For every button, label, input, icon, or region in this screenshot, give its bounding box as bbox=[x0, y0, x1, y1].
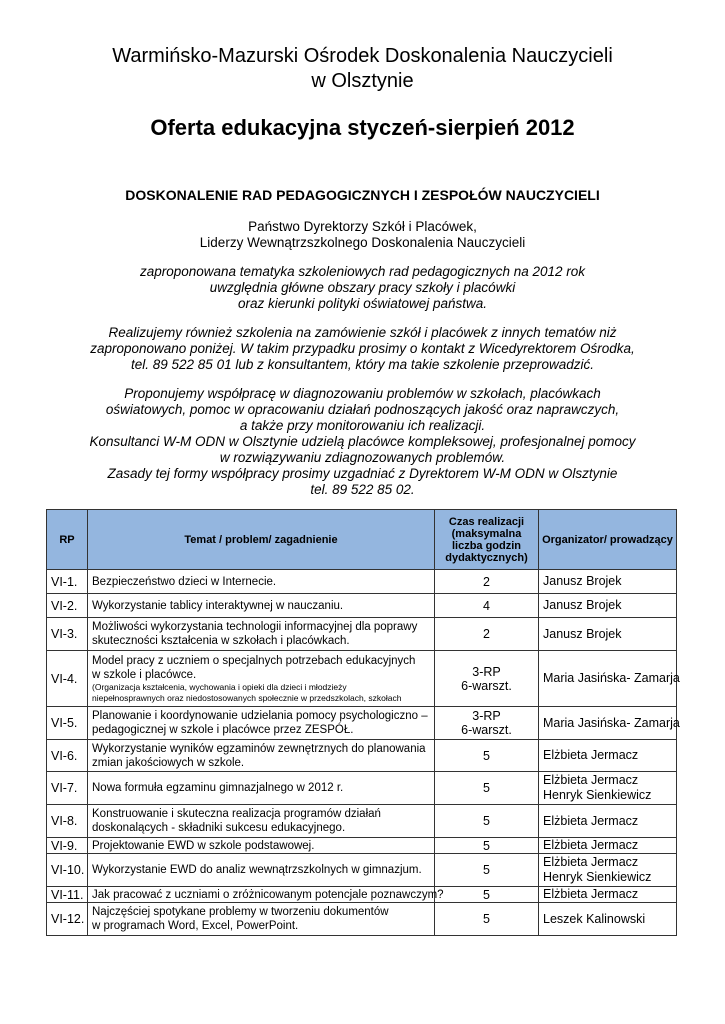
row-time bbox=[435, 707, 539, 740]
header-time: Czas realizacji (maksymalna liczba godzin dydaktycznych) bbox=[435, 510, 539, 570]
row-rp bbox=[47, 707, 88, 740]
row-rp-line: VI-9. bbox=[51, 838, 78, 853]
row-rp bbox=[47, 805, 88, 838]
row-topic-line: zmian jakościowych w szkole. bbox=[92, 756, 245, 769]
row-rp-line: VI-2. bbox=[51, 598, 78, 613]
row-rp bbox=[47, 903, 88, 936]
row-topic bbox=[88, 707, 435, 740]
row-rp bbox=[47, 838, 88, 854]
row-time bbox=[435, 903, 539, 936]
row-time-line: 6-warszt. bbox=[461, 678, 512, 693]
row-time-line: 5 bbox=[483, 748, 490, 763]
paragraph-line: w rozwiązywaniu zdiagnozowanych problemów. bbox=[219, 450, 506, 465]
address-line-1: Państwo Dyrektorzy Szkół i Placówek, bbox=[248, 219, 477, 234]
row-topic-line: Wykorzystanie EWD do analiz wewnątrzszkolnych w gimnazjum. bbox=[92, 864, 422, 876]
row-organizer-line: Elżbieta Jermacz bbox=[543, 773, 639, 787]
row-time-line: 5 bbox=[483, 781, 490, 795]
paragraph-topics bbox=[60, 264, 665, 312]
paragraph-line: Realizujemy również szkolenia na zamówienie szkół i placówek z innych tematów niż bbox=[108, 325, 617, 340]
table-row bbox=[47, 903, 677, 936]
row-time-line: 2 bbox=[483, 627, 490, 641]
row-rp bbox=[47, 618, 88, 651]
section-title: DOSKONALENIE RAD PEDAGOGICZNYCH I ZESPOŁÓW NAUCZYCIELI bbox=[125, 187, 600, 203]
row-time bbox=[435, 740, 539, 772]
paragraph-line: tel. 89 522 85 01 lub z konsultantem, który ma takie szkolenie przeprowadzić. bbox=[131, 357, 594, 372]
row-rp bbox=[47, 594, 88, 618]
row-rp-line: VI-12. bbox=[51, 912, 85, 926]
header-organizer: Organizator/ prowadzący bbox=[539, 510, 677, 570]
table-row bbox=[47, 594, 677, 618]
paragraph-line: zaproponowano poniżej. W takim przypadku prosimy o kontakt z Wicedyrektorem Ośrodka, bbox=[90, 341, 635, 356]
row-organizer-line: Leszek Kalinowski bbox=[543, 911, 646, 926]
row-time-line: 5 bbox=[483, 912, 490, 926]
row-organizer bbox=[539, 618, 677, 651]
row-time bbox=[435, 618, 539, 651]
institution-name bbox=[0, 44, 725, 94]
table-row bbox=[47, 740, 677, 772]
row-organizer-line: Janusz Brojek bbox=[543, 626, 622, 641]
row-organizer bbox=[539, 903, 677, 936]
row-rp bbox=[47, 651, 88, 707]
row-time-line: 6-warszt. bbox=[461, 723, 512, 737]
row-organizer-line: Elżbieta Jermacz bbox=[543, 838, 639, 852]
row-topic-line: pedagogicznej w szkole i placówce przez ZESPÓŁ. bbox=[92, 724, 354, 736]
paragraph-cooperation bbox=[60, 386, 665, 498]
row-rp-line: VI-6. bbox=[51, 748, 78, 763]
row-topic-note: niepełnosprawnych oraz niedostosowanych społecznie w przedszkolach, szkołach bbox=[92, 692, 402, 703]
row-time bbox=[435, 594, 539, 618]
paragraph-line: oświatowych, pomoc w opracowaniu działań podnoszących jakość oraz naprawczych, bbox=[105, 402, 620, 417]
row-rp-line: VI-11. bbox=[51, 887, 84, 902]
training-offer-table bbox=[46, 509, 680, 936]
row-rp-line: VI-1. bbox=[51, 574, 78, 589]
row-organizer bbox=[539, 594, 677, 618]
row-topic-line: Projektowanie EWD w szkole podstawowej. bbox=[92, 839, 315, 852]
row-organizer-line: Elżbieta Jermacz bbox=[543, 887, 639, 901]
table-row bbox=[47, 838, 677, 854]
row-topic-line: Planowanie i koordynowanie udzielania pomocy psychologiczno – bbox=[92, 710, 428, 722]
row-topic bbox=[88, 594, 435, 618]
paragraph-line: Proponujemy współpracę w diagnozowaniu problemów w szkołach, placówkach bbox=[124, 386, 601, 401]
row-topic-line: Możliwości wykorzystania technologii informacyjnej dla poprawy bbox=[92, 621, 418, 633]
row-organizer bbox=[539, 838, 677, 854]
row-topic bbox=[88, 903, 435, 936]
row-topic bbox=[88, 772, 435, 805]
offer-title: Oferta edukacyjna styczeń-sierpień 2012 bbox=[150, 115, 575, 140]
paragraph-line: a także przy monitorowaniu ich realizacji. bbox=[239, 418, 486, 433]
row-rp-line: VI-7. bbox=[51, 781, 78, 795]
row-rp-line: VI-5. bbox=[51, 716, 78, 730]
row-rp-line: VI-10. bbox=[51, 863, 85, 877]
row-topic-note: (Organizacja kształcenia, wychowania i opieki dla dzieci i młodzieży bbox=[92, 681, 347, 692]
table-row bbox=[47, 854, 677, 887]
row-time bbox=[435, 570, 539, 594]
row-topic-line: w szkole i placówce. bbox=[92, 668, 197, 681]
paragraph-line: zaproponowana tematyka szkoleniowych rad pedagogicznych na 2012 rok bbox=[139, 264, 586, 279]
row-organizer bbox=[539, 805, 677, 838]
row-topic bbox=[88, 618, 435, 651]
table-row bbox=[47, 887, 677, 903]
row-time-line: 3-RP bbox=[472, 709, 501, 723]
table-row bbox=[47, 570, 677, 594]
row-organizer-line: Elżbieta Jermacz bbox=[543, 855, 639, 869]
row-topic bbox=[88, 854, 435, 887]
table-row bbox=[47, 651, 677, 707]
row-organizer bbox=[539, 854, 677, 887]
row-organizer-line: Janusz Brojek bbox=[543, 574, 622, 588]
header-rp: RP bbox=[47, 510, 88, 570]
row-organizer-line: Elżbieta Jermacz bbox=[543, 813, 639, 828]
row-topic-line: w programach Word, Excel, PowerPoint. bbox=[92, 920, 299, 932]
paragraph-line: oraz kierunki polityki oświatowej państwa. bbox=[237, 296, 488, 311]
table-row bbox=[47, 618, 677, 651]
table-row bbox=[47, 707, 677, 740]
row-organizer-line: Elżbieta Jermacz bbox=[543, 748, 639, 762]
row-time-line: 5 bbox=[483, 814, 490, 828]
row-rp bbox=[47, 772, 88, 805]
row-time-line: 5 bbox=[483, 838, 490, 853]
address-line-2: Liderzy Wewnątrzszkolnego Doskonalenia Nauczycieli bbox=[199, 235, 526, 250]
row-time bbox=[435, 887, 539, 903]
row-time bbox=[435, 772, 539, 805]
institution-line-1: Warmińsko-Mazurski Ośrodek Doskonalenia Nauczycieli bbox=[112, 45, 613, 67]
row-organizer bbox=[539, 651, 680, 707]
row-time-line: 4 bbox=[483, 598, 490, 613]
row-organizer-line: Henryk Sienkiewicz bbox=[543, 870, 652, 884]
row-topic-line: Model pracy z uczniem o specjalnych potrzebach edukacyjnych bbox=[92, 654, 416, 667]
row-rp bbox=[47, 740, 88, 772]
row-rp-line: VI-4. bbox=[51, 671, 78, 686]
institution-line-2: w Olsztynie bbox=[311, 70, 414, 92]
row-rp bbox=[47, 854, 88, 887]
row-organizer bbox=[539, 570, 677, 594]
row-topic bbox=[88, 740, 435, 772]
row-organizer bbox=[539, 887, 677, 903]
table-row bbox=[47, 772, 677, 805]
row-topic-line: skuteczności kształcenia w szkołach i placówkach. bbox=[92, 635, 350, 647]
row-topic-line: Najczęściej spotykane problemy w tworzeniu dokumentów bbox=[92, 906, 389, 918]
row-organizer bbox=[539, 740, 677, 772]
paragraph-line: Zasady tej formy współpracy prosimy uzgadniać z Dyrektorem W-M ODN w Olsztynie bbox=[107, 466, 618, 481]
row-time-line: 3-RP bbox=[472, 664, 501, 679]
row-organizer bbox=[539, 707, 680, 740]
row-topic-line: Jak pracować z uczniami o zróżnicowanym potencjale poznawczym? bbox=[92, 888, 444, 901]
row-time-line: 5 bbox=[483, 863, 490, 877]
paragraph-line: Konsultanci W-M ODN w Olsztynie udzielą placówce kompleksowej, profesjonalnej pomocy bbox=[89, 434, 636, 449]
row-topic-line: Wykorzystanie wyników egzaminów zewnętrznych do planowania bbox=[92, 742, 426, 755]
row-organizer-line: Maria Jasińska- Zamarja bbox=[543, 671, 680, 685]
paragraph-line: tel. 89 522 85 02. bbox=[310, 482, 415, 497]
row-rp-line: VI-3. bbox=[51, 627, 78, 641]
row-topic bbox=[88, 887, 444, 903]
row-time-line: 5 bbox=[483, 887, 490, 902]
table-row bbox=[47, 805, 677, 838]
row-rp bbox=[47, 887, 88, 903]
paragraph-line: uwzględnia główne obszary pracy szkoły i placówki bbox=[209, 280, 516, 295]
row-topic bbox=[88, 838, 435, 854]
row-time bbox=[435, 854, 539, 887]
row-rp-line: VI-8. bbox=[51, 814, 78, 828]
row-organizer-line: Janusz Brojek bbox=[543, 598, 622, 612]
row-time-line: 2 bbox=[483, 574, 490, 589]
row-topic-line: Konstruowanie i skuteczna realizacja programów działań bbox=[92, 808, 381, 820]
header-topic: Temat / problem/ zagadnienie bbox=[88, 510, 435, 570]
row-time bbox=[435, 651, 539, 707]
row-rp bbox=[47, 570, 88, 594]
row-time bbox=[435, 838, 539, 854]
row-topic-line: Bezpieczeństwo dzieci w Internecie. bbox=[92, 575, 277, 588]
row-topic bbox=[88, 570, 435, 594]
table-body bbox=[47, 570, 680, 936]
row-topic-line: doskonalących - składniki sukcesu edukacyjnego. bbox=[92, 822, 346, 834]
paragraph-custom-training bbox=[60, 325, 665, 373]
row-organizer bbox=[539, 772, 677, 805]
row-organizer-line: Maria Jasińska- Zamarja bbox=[543, 715, 680, 730]
row-topic-line: Wykorzystanie tablicy interaktywnej w nauczaniu. bbox=[92, 599, 344, 612]
row-time bbox=[435, 805, 539, 838]
row-topic bbox=[88, 805, 435, 838]
row-topic bbox=[88, 651, 435, 707]
address-block bbox=[0, 219, 725, 251]
row-topic-line: Nowa formuła egzaminu gimnazjalnego w 2012 r. bbox=[92, 782, 344, 794]
row-organizer-line: Henryk Sienkiewicz bbox=[543, 788, 652, 802]
table-header-row bbox=[47, 510, 677, 570]
